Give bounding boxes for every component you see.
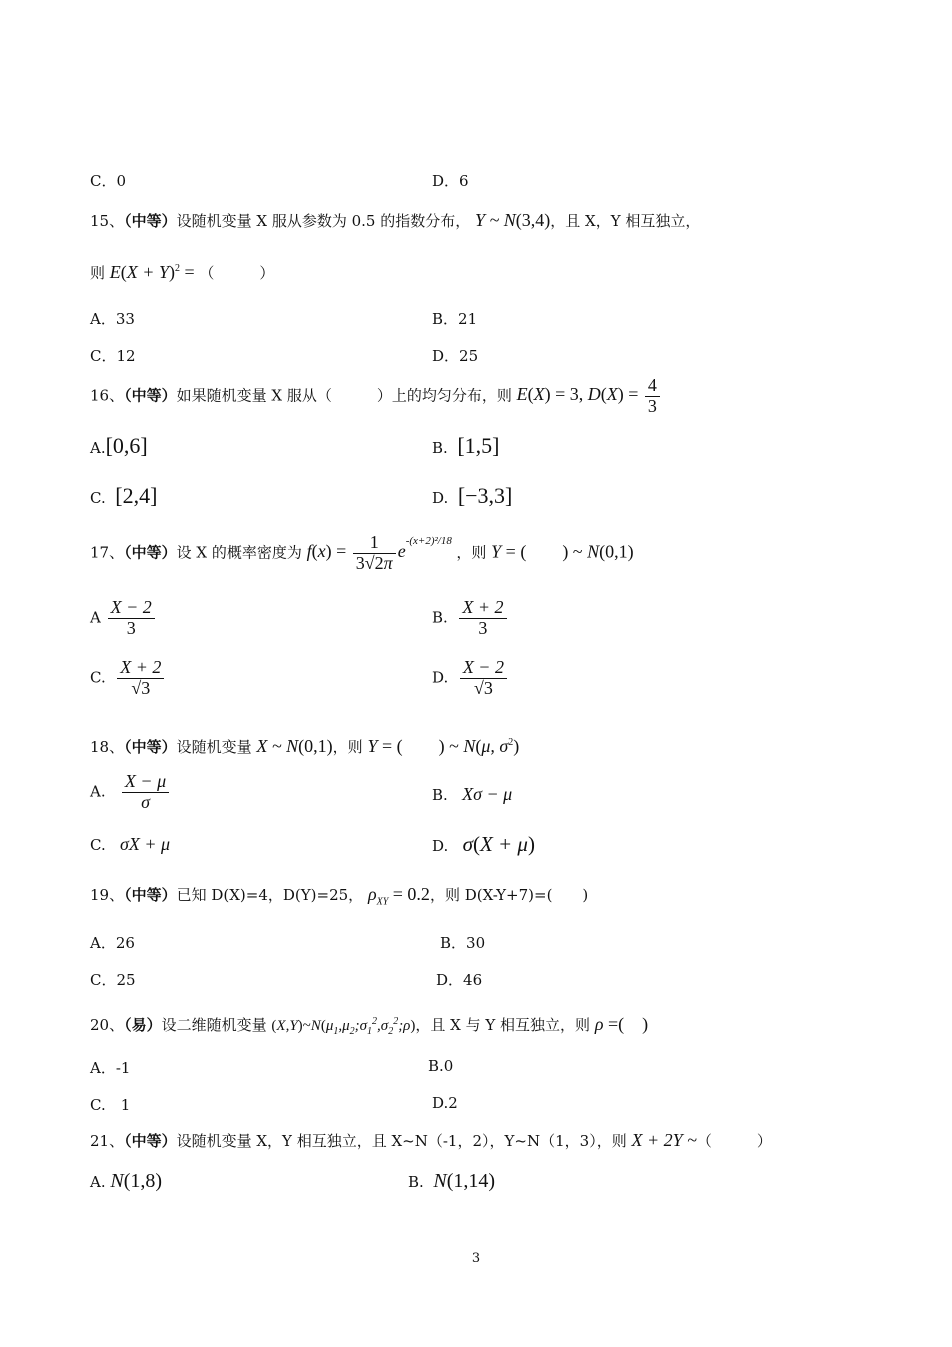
- q18-option-c: [90, 834, 170, 855]
- q16-option-c: [90, 483, 157, 509]
- q17-option-c: [90, 658, 166, 699]
- q15-option-b: B．21: [432, 310, 478, 328]
- q15-text-2: ，且 X，Y 相互独立，: [550, 212, 701, 230]
- q20-text-1: 设二维随机变量: [161, 1016, 267, 1034]
- q17-target-formula: Y = ( ) ~ N(0,1): [491, 541, 634, 562]
- q16-option-a-label: A.: [90, 439, 106, 457]
- q15-number: 15、: [90, 212, 125, 230]
- q18-option-c-label: C.: [90, 836, 106, 854]
- q17-density-fraction: $\frac{1}{3√2\pi}$: [353, 533, 396, 574]
- q17-option-a-fraction: $\frac{X - 2}{3}$: [108, 598, 155, 639]
- q18-option-d-label: D.: [432, 837, 449, 855]
- q21-level: （中等）: [124, 1132, 177, 1150]
- q20-option-c: C. 1: [90, 1096, 131, 1114]
- q16-option-d: [432, 483, 512, 509]
- q18-option-a-label: A.: [90, 782, 106, 801]
- q16-number: 16、: [90, 386, 125, 405]
- q18-text-1: 设随机变量: [176, 738, 252, 756]
- q18-option-d: [432, 832, 535, 857]
- q16-option-a-value: [0,6]: [105, 433, 148, 458]
- q21-formula: X + 2Y ~: [631, 1130, 697, 1150]
- q18-number: 18、: [90, 738, 125, 756]
- page-number: 3: [471, 1251, 481, 1266]
- q18-level: （中等）: [124, 738, 177, 756]
- q18-option-b-formula: Xσ − μ: [462, 784, 513, 804]
- q15-option-a: A．33: [90, 310, 135, 328]
- q17-stem: [90, 533, 634, 574]
- q18-option-a: [90, 772, 171, 813]
- q17-level: （中等）: [124, 543, 177, 562]
- q20-level: （易）: [124, 1016, 162, 1034]
- q16-text-1: 如果随机变量 X 服从（ ）上的均匀分布，则: [176, 386, 512, 405]
- q15-blank: （ ）: [199, 264, 275, 282]
- q20-formula-distribution: $(X,Y)\sim N(\mu_1,\mu_2;\sigma_1^2,\sigma_2^2;\rho)$: [271, 1016, 416, 1037]
- q20-number: 20、: [90, 1016, 125, 1034]
- q17-option-a-label: A: [90, 608, 101, 627]
- q17-option-d: [432, 658, 509, 699]
- q19-number: 19、: [90, 886, 125, 904]
- q21-option-b-label: B.: [408, 1173, 424, 1191]
- q18-option-b-label: B.: [432, 786, 448, 804]
- q17-number: 17、: [90, 543, 125, 562]
- q19-level: （中等）: [124, 886, 177, 904]
- q18-formula-x: X ~ N(0,1): [256, 736, 333, 756]
- q17-option-c-fraction: $\frac{X + 2}{√3}$: [117, 658, 164, 699]
- q14-option-c: C．0: [90, 172, 127, 190]
- q15-level: （中等）: [124, 212, 177, 230]
- q17-option-a: [90, 598, 157, 639]
- q21-option-a-label: A.: [90, 1173, 106, 1191]
- q20-formula-rho: ρ =( ): [594, 1014, 649, 1034]
- q20-option-d: D.2: [432, 1094, 458, 1112]
- q21-option-a: [90, 1170, 162, 1193]
- q18-formula-y: Y = ( ) ~ N(μ, $\sigma^2$): [367, 736, 520, 756]
- q16-option-b: [432, 433, 500, 459]
- q16-option-d-value: [−3,3]: [457, 483, 513, 508]
- q16-stem: [90, 376, 662, 417]
- q15-stem-2: [90, 262, 274, 283]
- q19-option-d: D．46: [436, 971, 483, 989]
- q15-option-c: C．12: [90, 347, 136, 365]
- q21-blank: （ ）: [696, 1132, 772, 1150]
- q18-option-b: [432, 784, 512, 805]
- q20-option-b: B.0: [428, 1057, 454, 1075]
- q17-option-b-fraction: $\frac{X + 2}{3}$: [459, 598, 506, 639]
- q19-stem: [90, 884, 588, 908]
- q17-text-1: 设 X 的概率密度为: [176, 543, 302, 562]
- q19-option-b: B．30: [440, 934, 486, 952]
- q17-option-d-fraction: $\frac{X - 2}{√3}$: [460, 658, 507, 699]
- q19-option-a: A．26: [90, 934, 135, 952]
- q15-formula-expectation: $E(X + Y)^2$ =: [109, 262, 195, 282]
- q21-number: 21、: [90, 1132, 125, 1150]
- q21-option-a-formula: N(1,8): [110, 1170, 163, 1192]
- q18-option-c-formula: σX + μ: [120, 834, 171, 854]
- q16-formula: E(X) = 3, D(X) = $\frac{4}{3}$: [517, 384, 662, 404]
- q18-stem: [90, 732, 519, 758]
- q21-stem: [90, 1130, 772, 1151]
- q15-option-d: D．25: [432, 347, 479, 365]
- q19-text-2: ，则 D(X-Y+7)=( ): [429, 886, 589, 904]
- q16-level: （中等）: [124, 386, 177, 405]
- q17-option-c-label: C.: [90, 668, 106, 687]
- q18-option-a-fraction: $\frac{X - \mu}{\sigma}$: [122, 772, 169, 813]
- q16-fraction: $\frac{4}{3}$: [645, 376, 660, 417]
- q20-option-a: A．-1: [90, 1059, 131, 1077]
- q18-option-d-formula: σ(X + μ): [462, 832, 535, 856]
- q16-option-c-value: [2,4]: [115, 483, 158, 508]
- q17-option-d-label: D.: [432, 668, 449, 687]
- q16-option-d-label: D.: [432, 489, 449, 507]
- q17-text-2: ，则: [456, 543, 487, 562]
- q18-text-2: ，则: [332, 738, 363, 756]
- q19-formula-rho: $\rho_{XY} = 0.2$: [367, 884, 430, 908]
- q15-text-3: 则: [90, 264, 106, 282]
- q15-formula-y: Y ~ N(3,4): [475, 210, 551, 230]
- q15-text-1: 设随机变量 X 服从参数为 0.5 的指数分布，: [176, 212, 471, 230]
- q17-option-b-label: B.: [432, 608, 448, 627]
- q20-stem: [90, 1010, 648, 1037]
- q16-option-b-label: B.: [432, 439, 448, 457]
- q21-text-1: 设随机变量 X，Y 相互独立，且 X~N（-1，2），Y~N（1，3），则: [176, 1132, 627, 1150]
- q19-text-1: 已知 D(X)=4，D(Y)=25，: [176, 886, 364, 904]
- q17-density-formula: f(x) = $\frac{1}{3√2\pi}$ $e^{-(x+2)^2/18}$: [306, 532, 452, 573]
- q21-option-b: [408, 1170, 495, 1193]
- q21-option-b-formula: N(1,14): [433, 1170, 496, 1192]
- q16-option-c-label: C.: [90, 489, 106, 507]
- q19-option-c: C．25: [90, 971, 136, 989]
- q20-text-2: ，且 X 与 Y 相互独立，则: [415, 1016, 591, 1034]
- q16-option-a: [90, 433, 148, 459]
- q17-option-b: [432, 598, 509, 639]
- q16-option-b-value: [1,5]: [457, 433, 500, 458]
- q14-option-d: D．6: [432, 172, 469, 190]
- q15-stem: [90, 210, 700, 231]
